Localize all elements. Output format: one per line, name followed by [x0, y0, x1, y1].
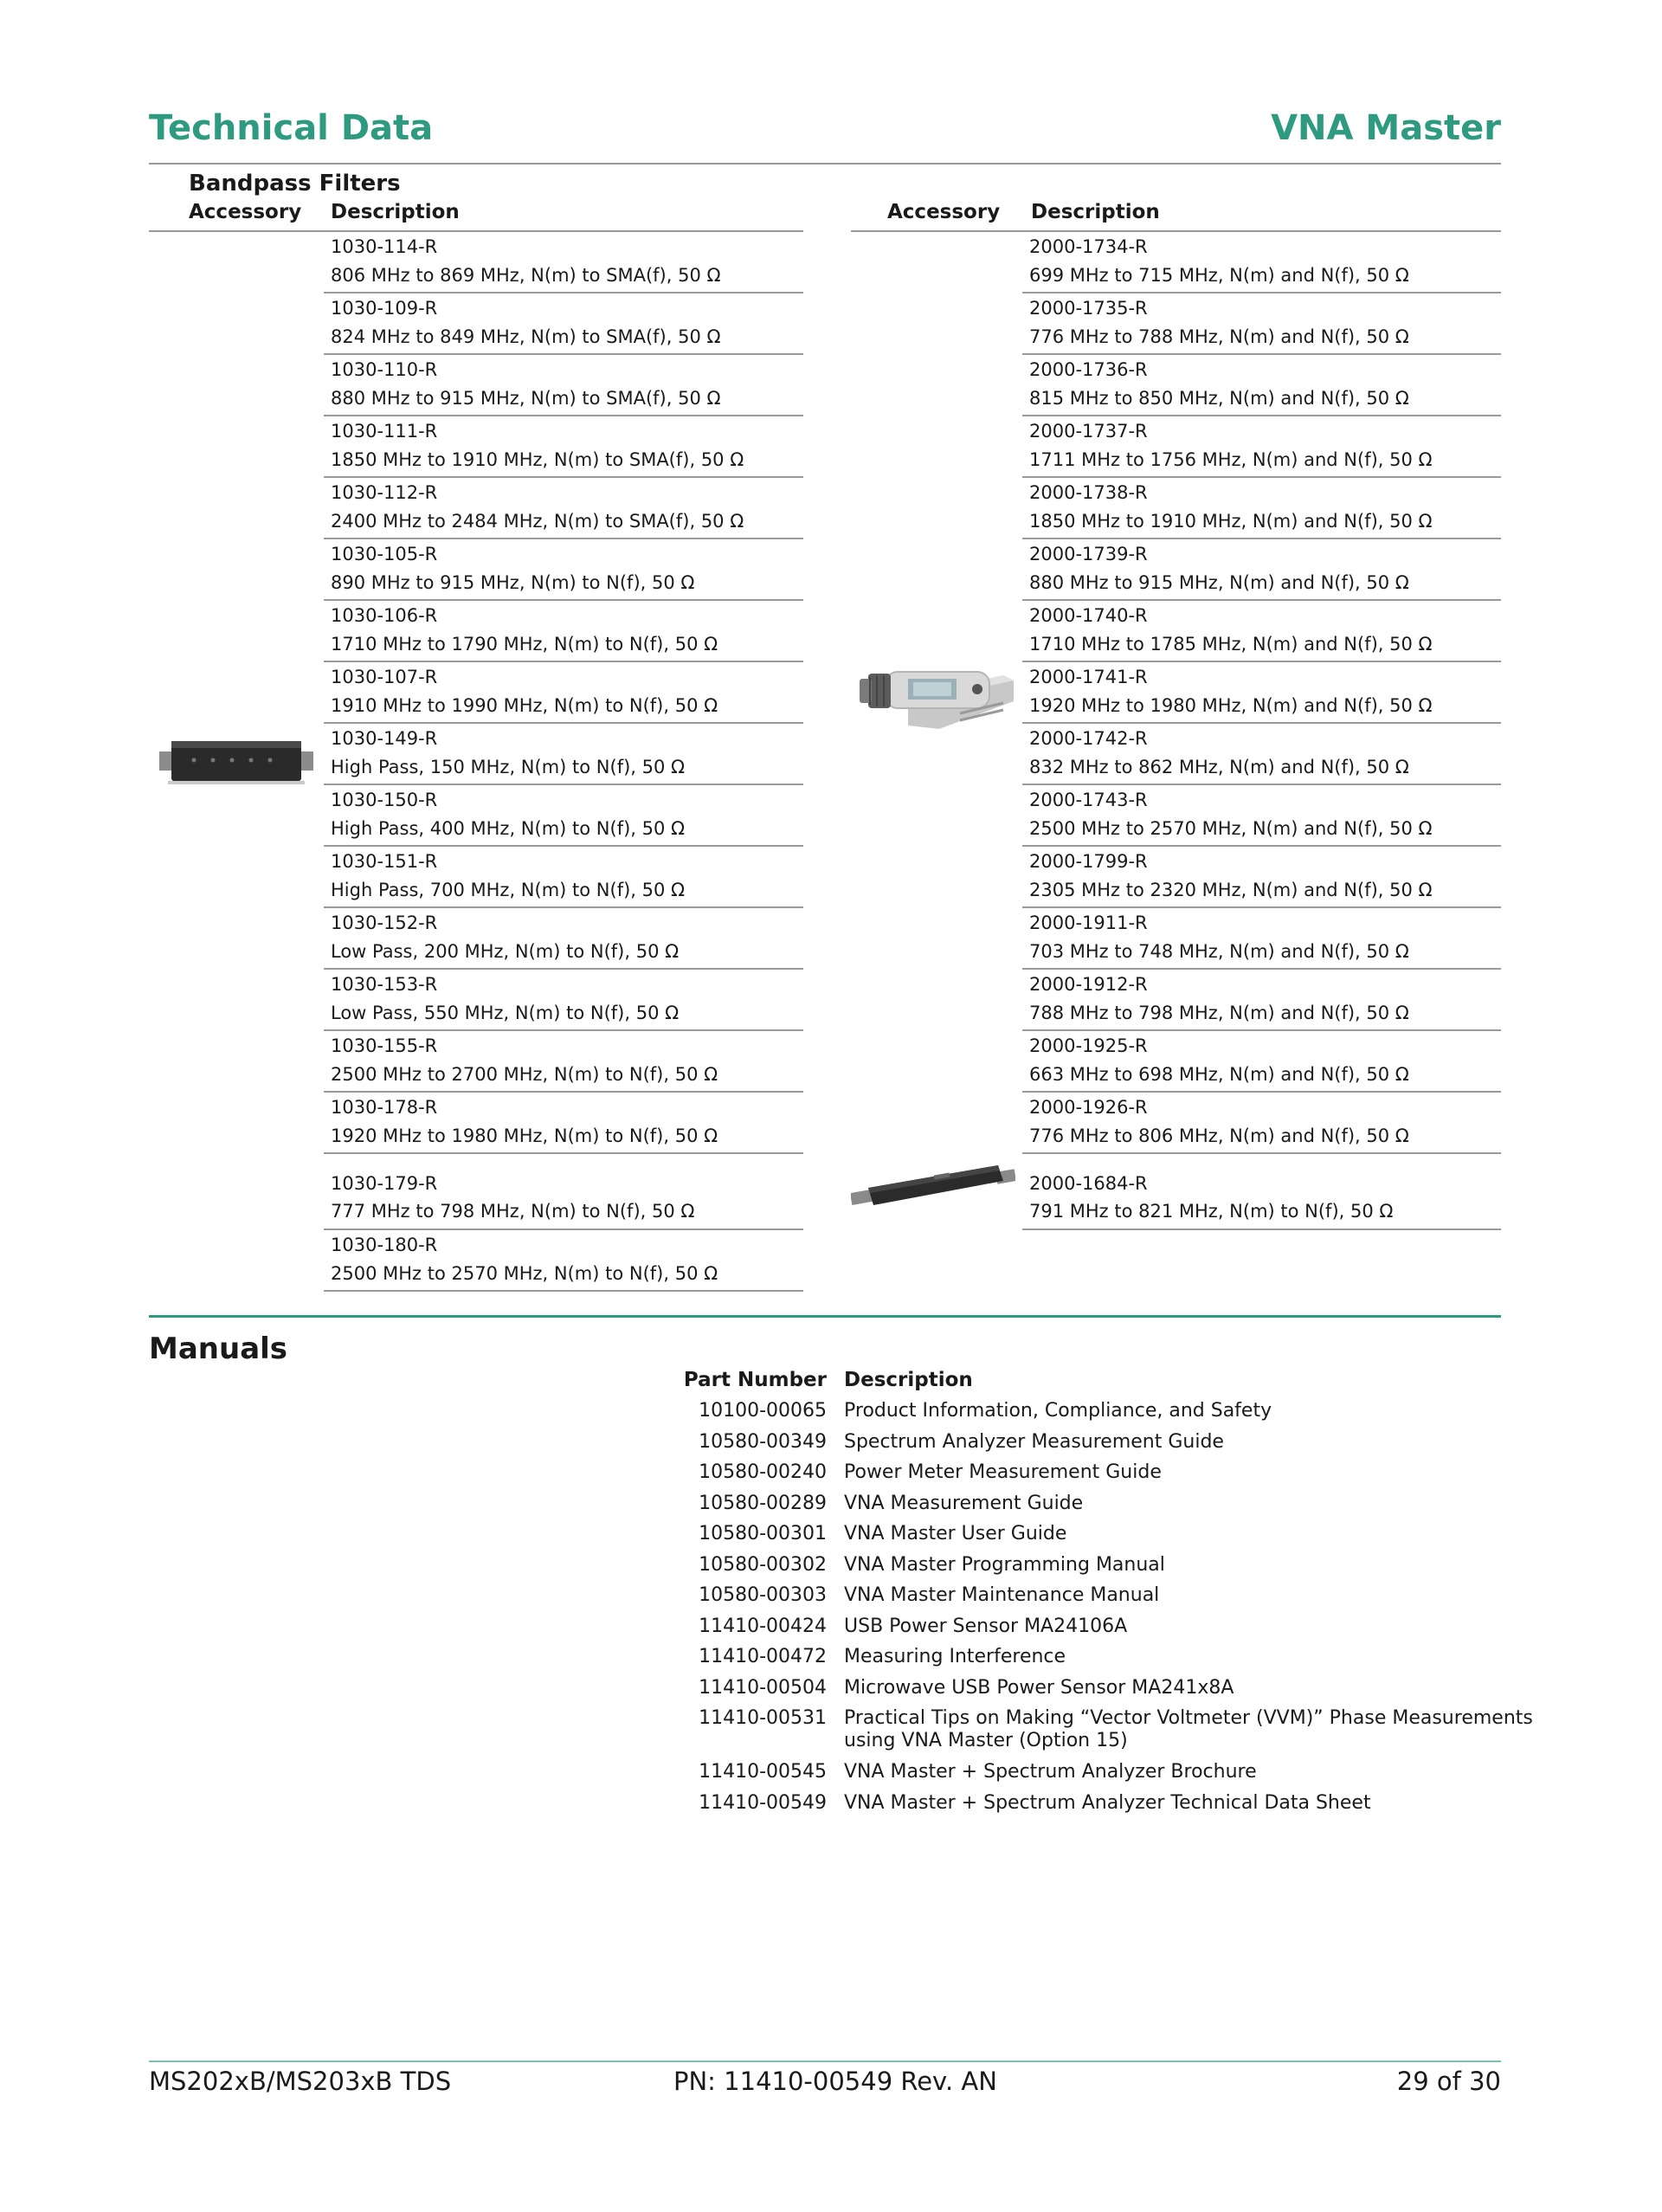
cavity-filter-image [856, 646, 1017, 741]
description: 776 MHz to 806 MHz, N(m) and N(f), 50 Ω [1029, 1125, 1409, 1146]
footer-divider [149, 2060, 1501, 2062]
part-number: 1030-114-R [331, 236, 438, 257]
table-row [324, 232, 803, 293]
table-row [324, 970, 803, 1031]
manuals-title: Manuals [149, 1332, 288, 1366]
part-number: 2000-1734-R [1029, 236, 1148, 257]
table-row [1022, 1154, 1501, 1230]
description-line-1: Practical Tips on Making “Vector Voltmeter (VVM)” Phase Measurements [844, 1707, 1533, 1729]
table-row [324, 908, 803, 970]
bandpass-filters-title: Bandpass Filters [189, 171, 401, 197]
part-number: 2000-1799-R [1029, 851, 1148, 872]
table-row [324, 1031, 803, 1093]
part-number: 2000-1741-R [1029, 667, 1148, 687]
manuals-list [606, 1396, 1533, 1819]
description: 832 MHz to 862 MHz, N(m) and N(f), 50 Ω [1029, 757, 1409, 777]
description: 1910 MHz to 1990 MHz, N(m) to N(f), 50 Ω [331, 695, 718, 716]
table-row [324, 478, 803, 539]
description: VNA Master + Spectrum Analyzer Technical Data Sheet [844, 1791, 1371, 1814]
part-number: 2000-1911-R [1029, 913, 1148, 933]
list-item [606, 1612, 1506, 1643]
bandpass-table-left [149, 196, 803, 1284]
table-row [1022, 662, 1501, 724]
table-row [1022, 601, 1501, 662]
bandpass-filter-image [159, 734, 313, 788]
part-number: 1030-149-R [331, 728, 438, 749]
part-number: 11410-00531 [699, 1707, 827, 1729]
table-header [149, 196, 803, 232]
part-number: 1030-152-R [331, 913, 438, 933]
description: 777 MHz to 798 MHz, N(m) to N(f), 50 Ω [331, 1201, 695, 1222]
part-number: 1030-109-R [331, 298, 438, 319]
description: 1710 MHz to 1790 MHz, N(m) to N(f), 50 Ω [331, 634, 718, 655]
description: 1850 MHz to 1910 MHz, N(m) to SMA(f), 50 Ω [331, 449, 744, 470]
column-header-description: Description [1031, 201, 1160, 223]
table-row [324, 539, 803, 601]
part-number: 1030-112-R [331, 482, 438, 503]
part-number: 11410-00424 [699, 1615, 827, 1637]
list-item [606, 1642, 1506, 1674]
table-row [1022, 232, 1501, 293]
description: 880 MHz to 915 MHz, N(m) to SMA(f), 50 Ω [331, 388, 721, 409]
header-product-name: VNA Master [1271, 108, 1501, 148]
description: Low Pass, 550 MHz, N(m) to N(f), 50 Ω [331, 1003, 680, 1023]
list-item [606, 1458, 1506, 1489]
list-item [606, 1519, 1506, 1551]
header-title: Technical Data [149, 108, 434, 148]
table-row [324, 1230, 803, 1292]
part-number: 10100-00065 [699, 1400, 827, 1422]
table-row [324, 601, 803, 662]
table-row [324, 724, 803, 785]
table-row [324, 847, 803, 908]
description: 1710 MHz to 1785 MHz, N(m) and N(f), 50 Ω [1029, 634, 1433, 655]
part-number: 1030-106-R [331, 605, 438, 626]
inline-filter-icon [851, 1158, 1015, 1219]
part-number: 10580-00303 [699, 1584, 827, 1606]
table-header [851, 196, 1501, 232]
description: 2305 MHz to 2320 MHz, N(m) and N(f), 50 Ω [1029, 880, 1433, 900]
list-item [606, 1581, 1506, 1612]
part-number: 10580-00289 [699, 1492, 827, 1514]
part-number: 2000-1742-R [1029, 728, 1148, 749]
table-row [1022, 1031, 1501, 1093]
description: 776 MHz to 788 MHz, N(m) and N(f), 50 Ω [1029, 326, 1409, 347]
part-number: 11410-00504 [699, 1676, 827, 1699]
table-row [1022, 416, 1501, 478]
column-header-part-number: Part Number [683, 1369, 827, 1391]
list-item [606, 1704, 1533, 1757]
part-number: 2000-1736-R [1029, 359, 1148, 380]
cavity-filter-icon [856, 646, 1017, 741]
description: VNA Measurement Guide [844, 1492, 1084, 1514]
table-row [324, 293, 803, 355]
part-number: 1030-155-R [331, 1035, 438, 1056]
description: High Pass, 700 MHz, N(m) to N(f), 50 Ω [331, 880, 686, 900]
description: 1711 MHz to 1756 MHz, N(m) and N(f), 50 Ω [1029, 449, 1433, 470]
list-item [606, 1489, 1506, 1520]
part-number: 1030-178-R [331, 1097, 438, 1118]
bandpass-table-right [851, 196, 1501, 1222]
section-divider [149, 1315, 1501, 1318]
part-number: 1030-180-R [331, 1235, 438, 1255]
table-row [1022, 785, 1501, 847]
description: Low Pass, 200 MHz, N(m) to N(f), 50 Ω [331, 941, 680, 962]
inline-filter-image [851, 1158, 1015, 1219]
description: High Pass, 150 MHz, N(m) to N(f), 50 Ω [331, 757, 686, 777]
table-row [1022, 1093, 1501, 1154]
description: VNA Master + Spectrum Analyzer Brochure [844, 1761, 1257, 1783]
table-row [1022, 847, 1501, 908]
description: Product Information, Compliance, and Safety [844, 1400, 1272, 1422]
table-row [1022, 724, 1501, 785]
description: 2500 MHz to 2570 MHz, N(m) to N(f), 50 Ω [331, 1263, 718, 1284]
list-item [606, 1428, 1506, 1459]
part-number: 11410-00549 [699, 1791, 827, 1814]
part-number: 1030-105-R [331, 544, 438, 564]
part-number: 2000-1738-R [1029, 482, 1148, 503]
part-number: 2000-1737-R [1029, 421, 1148, 442]
part-number: 10580-00240 [699, 1461, 827, 1483]
description: 663 MHz to 698 MHz, N(m) and N(f), 50 Ω [1029, 1064, 1409, 1085]
part-number: 1030-107-R [331, 667, 438, 687]
part-number: 1030-179-R [331, 1173, 438, 1194]
part-number: 2000-1735-R [1029, 298, 1148, 319]
footer-part-number: PN: 11410-00549 Rev. AN [673, 2067, 997, 2096]
table-row [324, 1093, 803, 1154]
description: Spectrum Analyzer Measurement Guide [844, 1430, 1224, 1453]
list-item [606, 1674, 1506, 1705]
description: Measuring Interference [844, 1646, 1066, 1667]
table-row [1022, 970, 1501, 1031]
list-item [606, 1396, 1506, 1428]
description: 1920 MHz to 1980 MHz, N(m) and N(f), 50 Ω [1029, 695, 1433, 716]
description: VNA Master Programming Manual [844, 1553, 1165, 1576]
part-number: 2000-1743-R [1029, 790, 1148, 810]
description: Microwave USB Power Sensor MA241x8A [844, 1676, 1234, 1699]
description: 2400 MHz to 2484 MHz, N(m) to SMA(f), 50 Ω [331, 511, 744, 532]
part-number: 1030-153-R [331, 974, 438, 995]
part-number: 1030-151-R [331, 851, 438, 872]
description: 880 MHz to 915 MHz, N(m) and N(f), 50 Ω [1029, 572, 1409, 593]
header-divider [149, 163, 1501, 164]
description: 791 MHz to 821 MHz, N(m) to N(f), 50 Ω [1029, 1201, 1394, 1222]
part-number: 2000-1740-R [1029, 605, 1148, 626]
rows-right [1022, 232, 1501, 1230]
footer-page-number: 29 of 30 [1396, 2067, 1501, 2096]
part-number: 11410-00545 [699, 1761, 827, 1783]
rows-left [324, 232, 803, 1292]
part-number: 2000-1926-R [1029, 1097, 1148, 1118]
part-number: 2000-1925-R [1029, 1035, 1148, 1056]
description: Power Meter Measurement Guide [844, 1461, 1162, 1483]
description: VNA Master User Guide [844, 1523, 1067, 1545]
description: 703 MHz to 748 MHz, N(m) and N(f), 50 Ω [1029, 941, 1409, 962]
description: 1850 MHz to 1910 MHz, N(m) and N(f), 50 Ω [1029, 511, 1433, 532]
column-header-description: Description [331, 201, 460, 223]
description-line-2: using VNA Master (Option 15) [844, 1730, 1128, 1751]
table-row [324, 1154, 803, 1230]
part-number: 10580-00302 [699, 1553, 827, 1576]
table-row [1022, 539, 1501, 601]
description: 788 MHz to 798 MHz, N(m) and N(f), 50 Ω [1029, 1003, 1409, 1023]
part-number: 2000-1912-R [1029, 974, 1148, 995]
description: VNA Master Maintenance Manual [844, 1584, 1160, 1606]
table-row [324, 662, 803, 724]
table-row [324, 355, 803, 416]
table-row [1022, 908, 1501, 970]
column-header-accessory: Accessory [887, 201, 1001, 223]
list-item [606, 1757, 1506, 1789]
table-row [1022, 293, 1501, 355]
table-row [324, 785, 803, 847]
description: USB Power Sensor MA24106A [844, 1615, 1128, 1637]
list-item [606, 1551, 1506, 1582]
description: 2500 MHz to 2570 MHz, N(m) and N(f), 50 Ω [1029, 818, 1433, 839]
description: 890 MHz to 915 MHz, N(m) to N(f), 50 Ω [331, 572, 695, 593]
part-number: 10580-00349 [699, 1430, 827, 1453]
column-header-description: Description [844, 1369, 973, 1391]
part-number: 1030-111-R [331, 421, 438, 442]
table-row [324, 416, 803, 478]
table-row [1022, 478, 1501, 539]
part-number: 1030-110-R [331, 359, 438, 380]
part-number: 11410-00472 [699, 1646, 827, 1667]
description: High Pass, 400 MHz, N(m) to N(f), 50 Ω [331, 818, 686, 839]
description [844, 1707, 1533, 1752]
part-number: 1030-150-R [331, 790, 438, 810]
description: 815 MHz to 850 MHz, N(m) and N(f), 50 Ω [1029, 388, 1409, 409]
part-number: 2000-1739-R [1029, 544, 1148, 564]
part-number: 10580-00301 [699, 1523, 827, 1545]
description: 824 MHz to 849 MHz, N(m) to SMA(f), 50 Ω [331, 326, 721, 347]
part-number: 2000-1684-R [1029, 1173, 1148, 1194]
description: 1920 MHz to 1980 MHz, N(m) to N(f), 50 Ω [331, 1125, 718, 1146]
description: 699 MHz to 715 MHz, N(m) and N(f), 50 Ω [1029, 265, 1409, 286]
bandpass-filter-icon [159, 734, 313, 788]
description: 2500 MHz to 2700 MHz, N(m) to N(f), 50 Ω [331, 1064, 718, 1085]
table-row [1022, 355, 1501, 416]
list-item [606, 1789, 1506, 1820]
column-header-accessory: Accessory [189, 201, 302, 223]
footer-document-name: MS202xB/MS203xB TDS [149, 2067, 452, 2096]
description: 806 MHz to 869 MHz, N(m) to SMA(f), 50 Ω [331, 265, 721, 286]
